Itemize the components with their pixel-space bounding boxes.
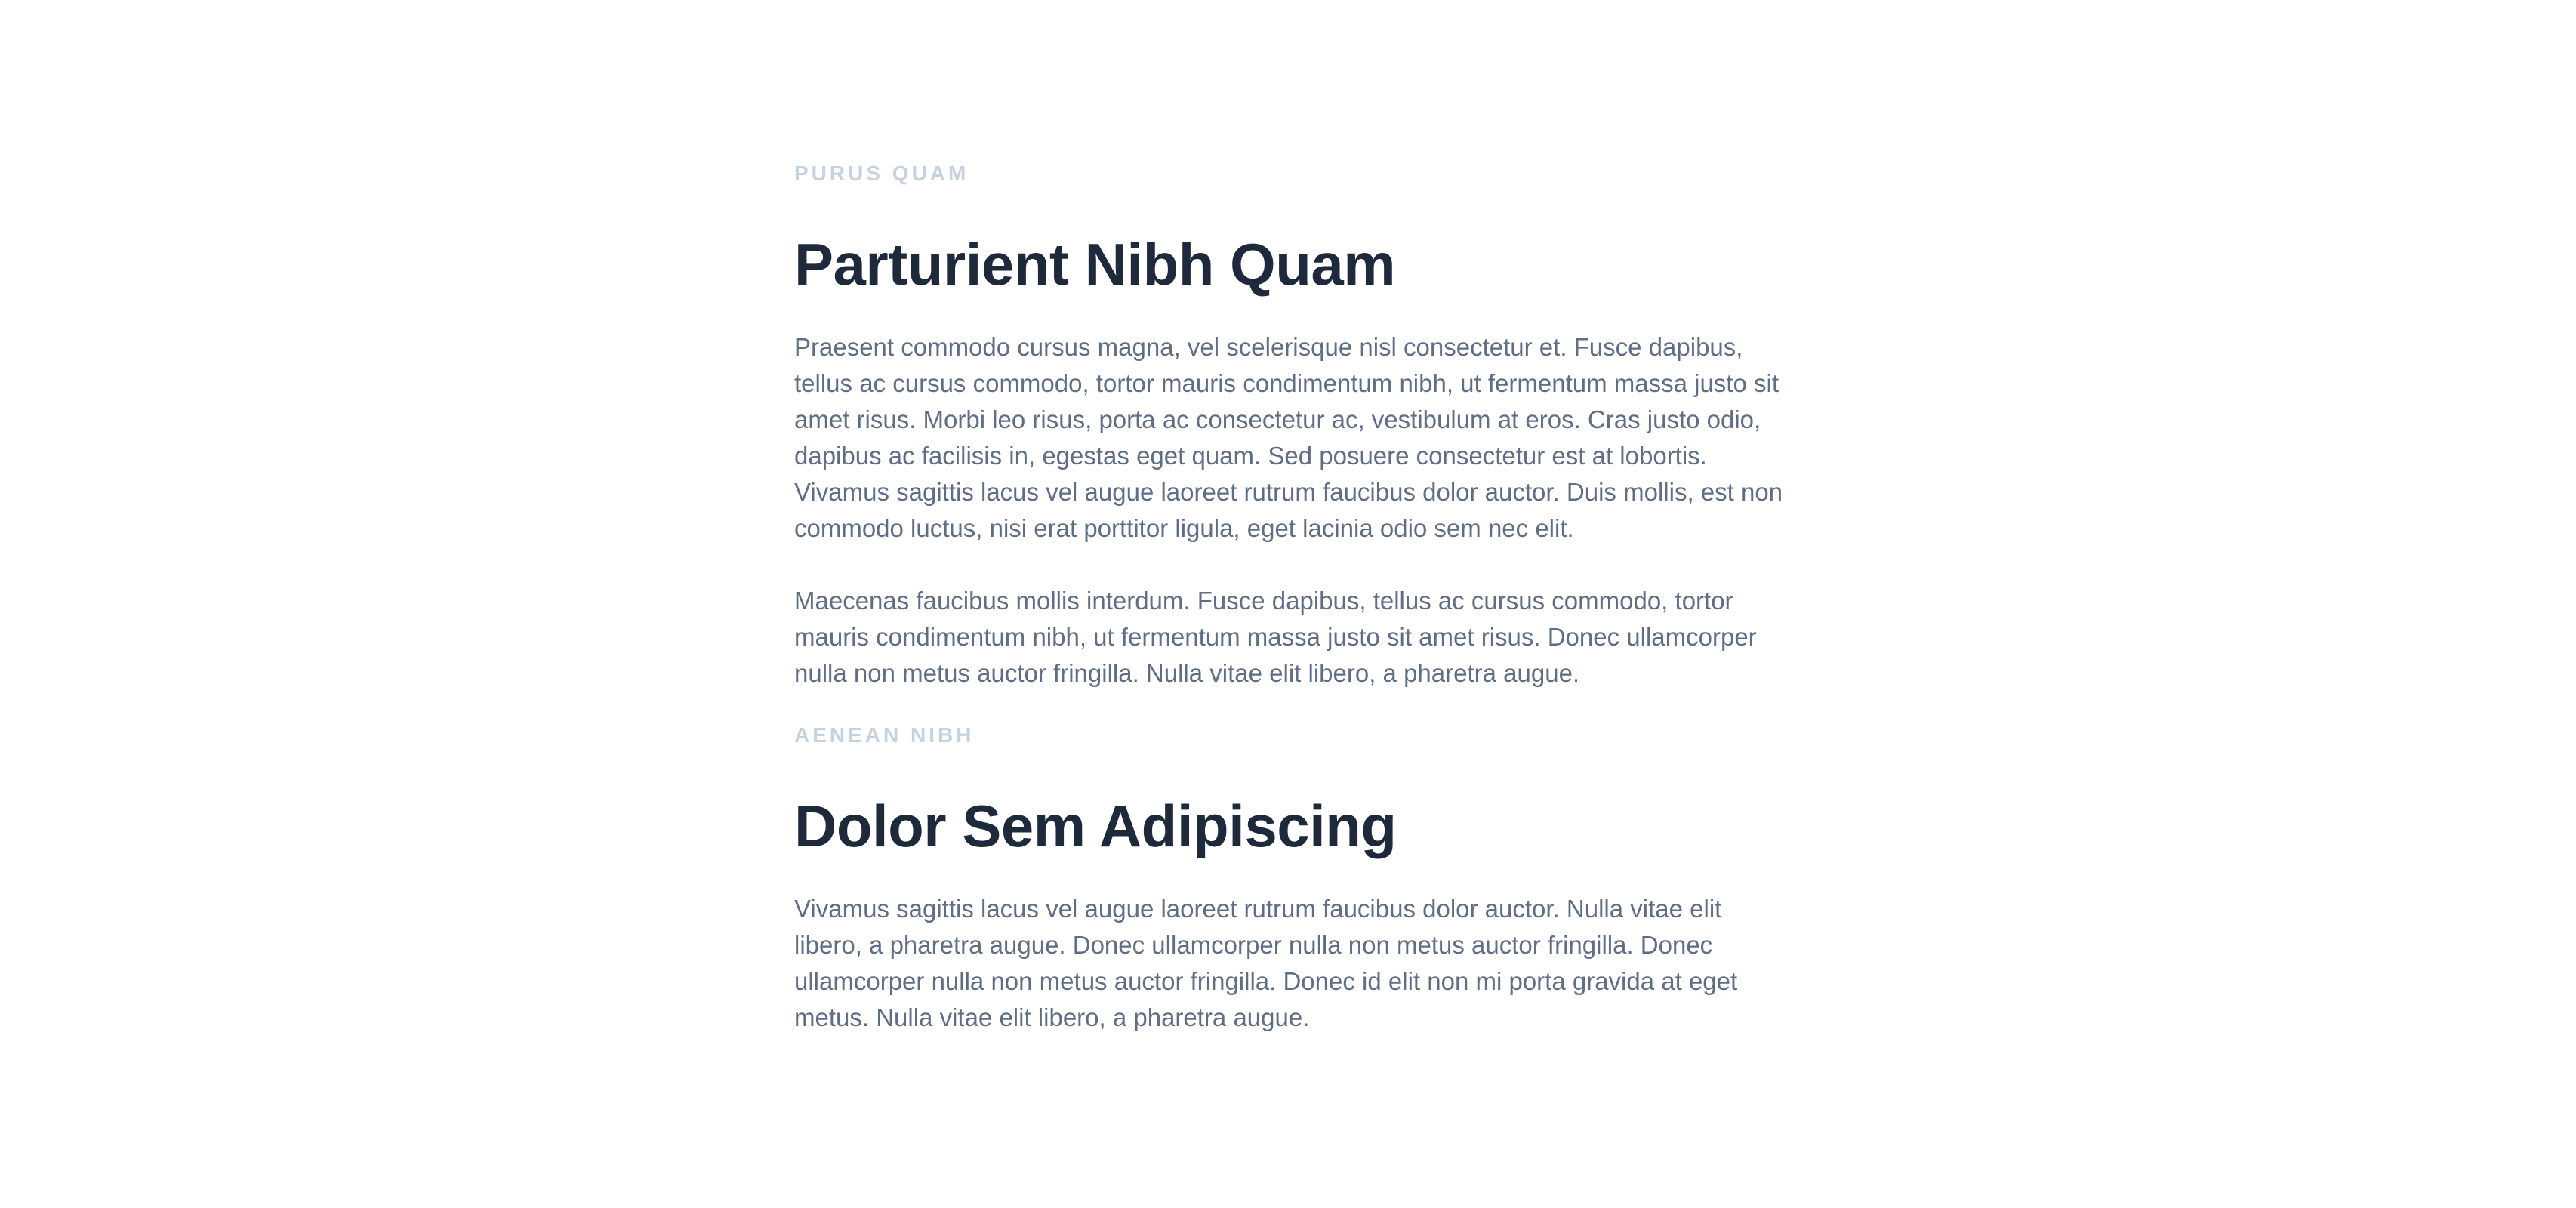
section-paragraph: Vivamus sagittis lacus vel augue laoreet rutrum faucibus dolor auctor. Nulla vitae elit libero, a pharetra augue. Donec ullamcorper nulla non metus auctor fringilla. Donec ullamcorper nulla non metus auctor fringilla. Donec id elit non mi porta gravida at eget metus. Nulla vitae elit libero, a pharetra augue. xyxy=(794,895,1738,1031)
section-title: Parturient Nibh Quam xyxy=(794,231,1396,297)
section-eyebrow: PURUS QUAM xyxy=(794,162,969,185)
section-paragraph: Maecenas faucibus mollis interdum. Fusce dapibus, tellus ac cursus commodo, tortor mauris condimentum nibh, ut fermentum massa justo sit amet risus. Donec ullamcorper nulla non metus auctor fringilla. Nulla vitae elit libero, a pharetra augue. xyxy=(794,587,1757,687)
section-eyebrow: AENEAN NIBH xyxy=(794,723,975,747)
section-paragraph: Praesent commodo cursus magna, vel scelerisque nisl consectetur et. Fusce dapibus, tellus ac cursus commodo, tortor mauris condimentum nibh, ut fermentum massa justo sit amet risus. Morbi leo risus, porta ac consectetur ac, vestibulum at eros. Cras justo odio, dapibus ac facilisis in, egestas eget quam. Sed posuere consectetur est at lobortis. Vivamus sagittis lacus vel augue laoreet rutrum faucibus dolor auctor. Duis mollis, est non commodo luctus, nisi erat porttitor ligula, eget lacinia odio sem nec elit. xyxy=(794,333,1783,542)
article-section xyxy=(794,159,1791,692)
article xyxy=(794,159,1791,1036)
article-section xyxy=(794,720,1791,1036)
section-title: Dolor Sem Adipiscing xyxy=(794,793,1397,859)
